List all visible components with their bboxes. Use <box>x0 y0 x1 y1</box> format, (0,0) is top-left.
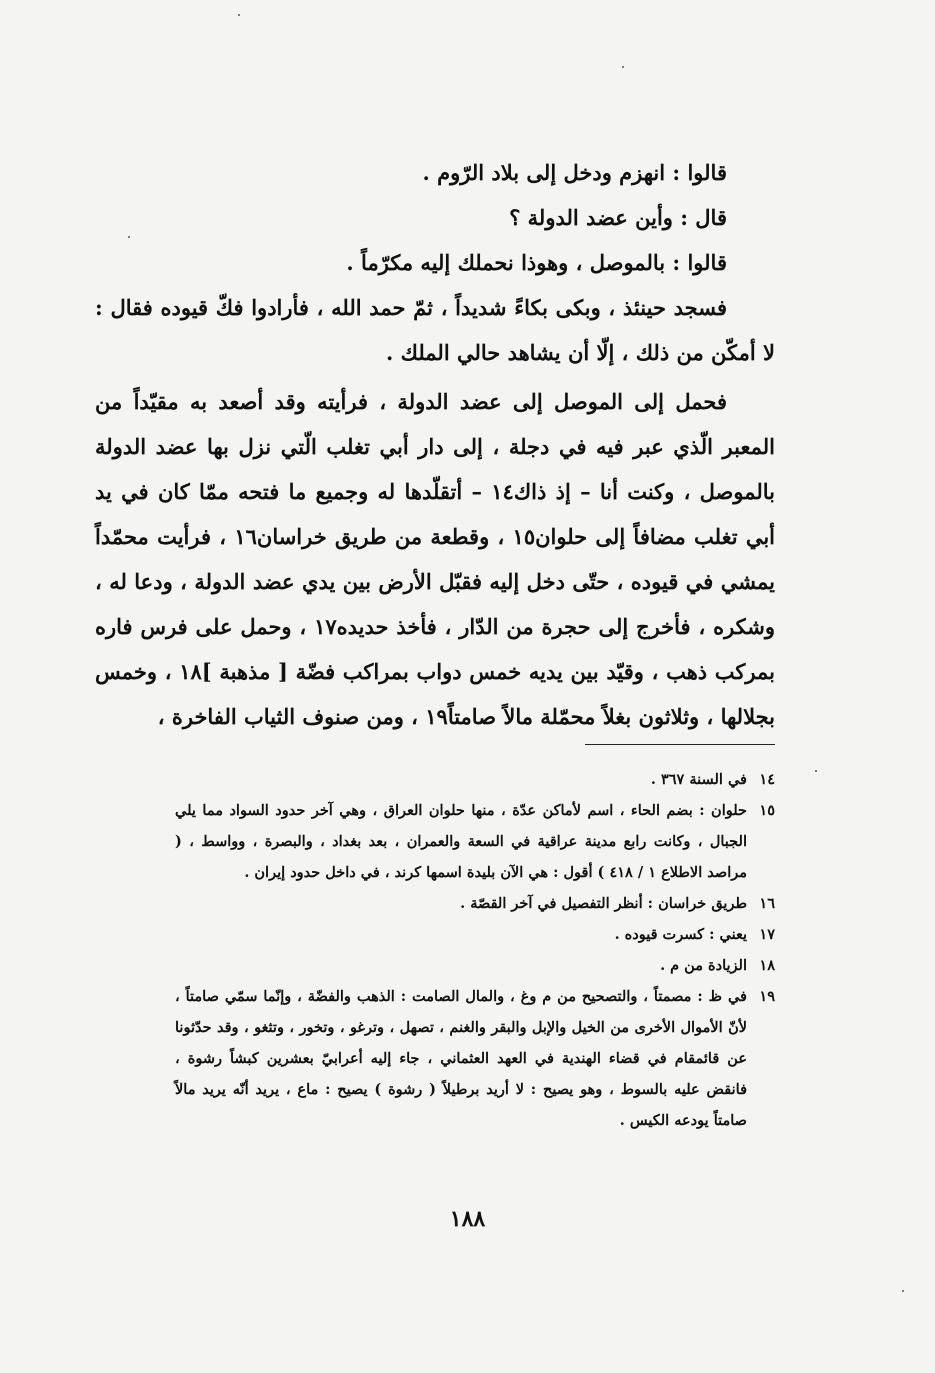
footnote-number: ١٤ <box>759 771 775 788</box>
paragraph-1: فسجد حينئذ ، وبكى بكاءً شديداً ، ثمّ حمد الله ، فأرادوا فكّ قيوده فقال : لا أمكّن من ذلك ، إلّا أن يشاهد حالي الملك . <box>95 295 775 365</box>
footnote-number: ١٦ <box>759 895 775 912</box>
dialogue-line-2: قال : وأين عضد الدولة ؟ <box>509 205 727 230</box>
dialogue-line-3: قالوا : بالموصل ، وهوذا نحملك إليه مكرّماً . <box>346 250 727 275</box>
footnote-text: يعني : كسرت قيوده . <box>614 926 747 943</box>
scan-speck <box>238 14 240 16</box>
footnote-18 <box>175 950 775 981</box>
page-number: ١٨٨ <box>449 1206 486 1232</box>
footnote-number: ١٩ <box>759 988 775 1005</box>
footnote-number: ١٨ <box>759 957 775 974</box>
scan-speck <box>128 236 130 238</box>
footnote-15 <box>175 795 775 888</box>
dialogue-line-1: قالوا : انهزم ودخل إلى بلاد الرّوم . <box>422 160 727 185</box>
main-text-block <box>95 150 775 739</box>
footnote-14 <box>175 764 775 795</box>
footnotes-block <box>175 764 775 1136</box>
footnote-number: ١٥ <box>759 802 775 819</box>
footnote-text: في ظ : مصمتاً ، والتصحيح من م وغ ، والمال الصامت : الذهب والفضّة ، وإنّما سمّي صامتاً ، لأنّ الأموال الأخرى من الخيل والإبل والبقر والغنم ، تصهل ، وترغو ، وتخور ، وتثغو ، وقد حدّثونا عن قائمقام في قضاء الهندية في العهد العثماني ، جاء إليه أعرابيّ بعشرين كبشاً رشوة ، فانقض عليه بالسوط ، وهو يصيح : لا أريد برطيلاً ( رشوة ) يصيح : ماع ، يريد أنّه يريد مالاً صامتاً يودعه الكيس . <box>175 988 747 1129</box>
footnote-19 <box>175 981 775 1136</box>
footnote-text: حلوان : بضم الحاء ، اسم لأماكن عدّة ، منها حلوان العراق ، وهي آخر حدود السواد مما يلي الجبال ، وكانت رابع مدينة عراقية في السعة والعمران ، بعد بغداد ، والبصرة ، وواسط ، ( مراصد الاطلاع ١ / ٤١٨ ) أقول : هي الآن بليدة اسمها كرند ، في داخل حدود إيران . <box>175 802 747 881</box>
footnote-text: في السنة ٣٦٧ . <box>650 771 747 788</box>
paragraph-2: فحمل إلى الموصل إلى عضد الدولة ، فرأيته وقد أصعد به مقيّداً من المعبر الّذي عبر فيه في دجلة ، إلى دار أبي تغلب الّتي نزل بها عضد الدولة بالموصل ، وكنت أنا – إذ ذاك١٤ – أتقلّدها له وجميع ما فتحه ممّا كان في يد أبي تغلب مضافاً إلى حلوان١٥ ، وقطعة من طريق خراسان١٦ ، فرأيت محمّداً يمشي في قيوده ، حتّى دخل إليه فقبّل الأرض بين يدي عضد الدولة ، ودعا له ، وشكره ، فأخرج إلى حجرة من الدّار ، فأخذ حديده١٧ ، وحمل على فرس فاره بمركب ذهب ، وقيّد بين يديه خمس دواب بمراكب فضّة [ مذهبة ]١٨ ، وخمس بجلالها ، وثلاثون بغلاً محمّلة مالاً صامتاً١٩ ، ومن صنوف الثياب الفاخرة ، <box>95 389 776 729</box>
footnote-separator <box>585 744 775 745</box>
footnote-17 <box>175 919 775 950</box>
scan-speck <box>815 770 817 772</box>
scan-speck <box>622 66 624 68</box>
footnote-text: الزيادة من م . <box>660 957 747 974</box>
footnote-16 <box>175 888 775 919</box>
scan-speck <box>902 1290 904 1292</box>
footnote-text: طريق خراسان : أنظر التفصيل في آخر القصّة . <box>460 895 747 912</box>
footnote-number: ١٧ <box>759 926 775 943</box>
